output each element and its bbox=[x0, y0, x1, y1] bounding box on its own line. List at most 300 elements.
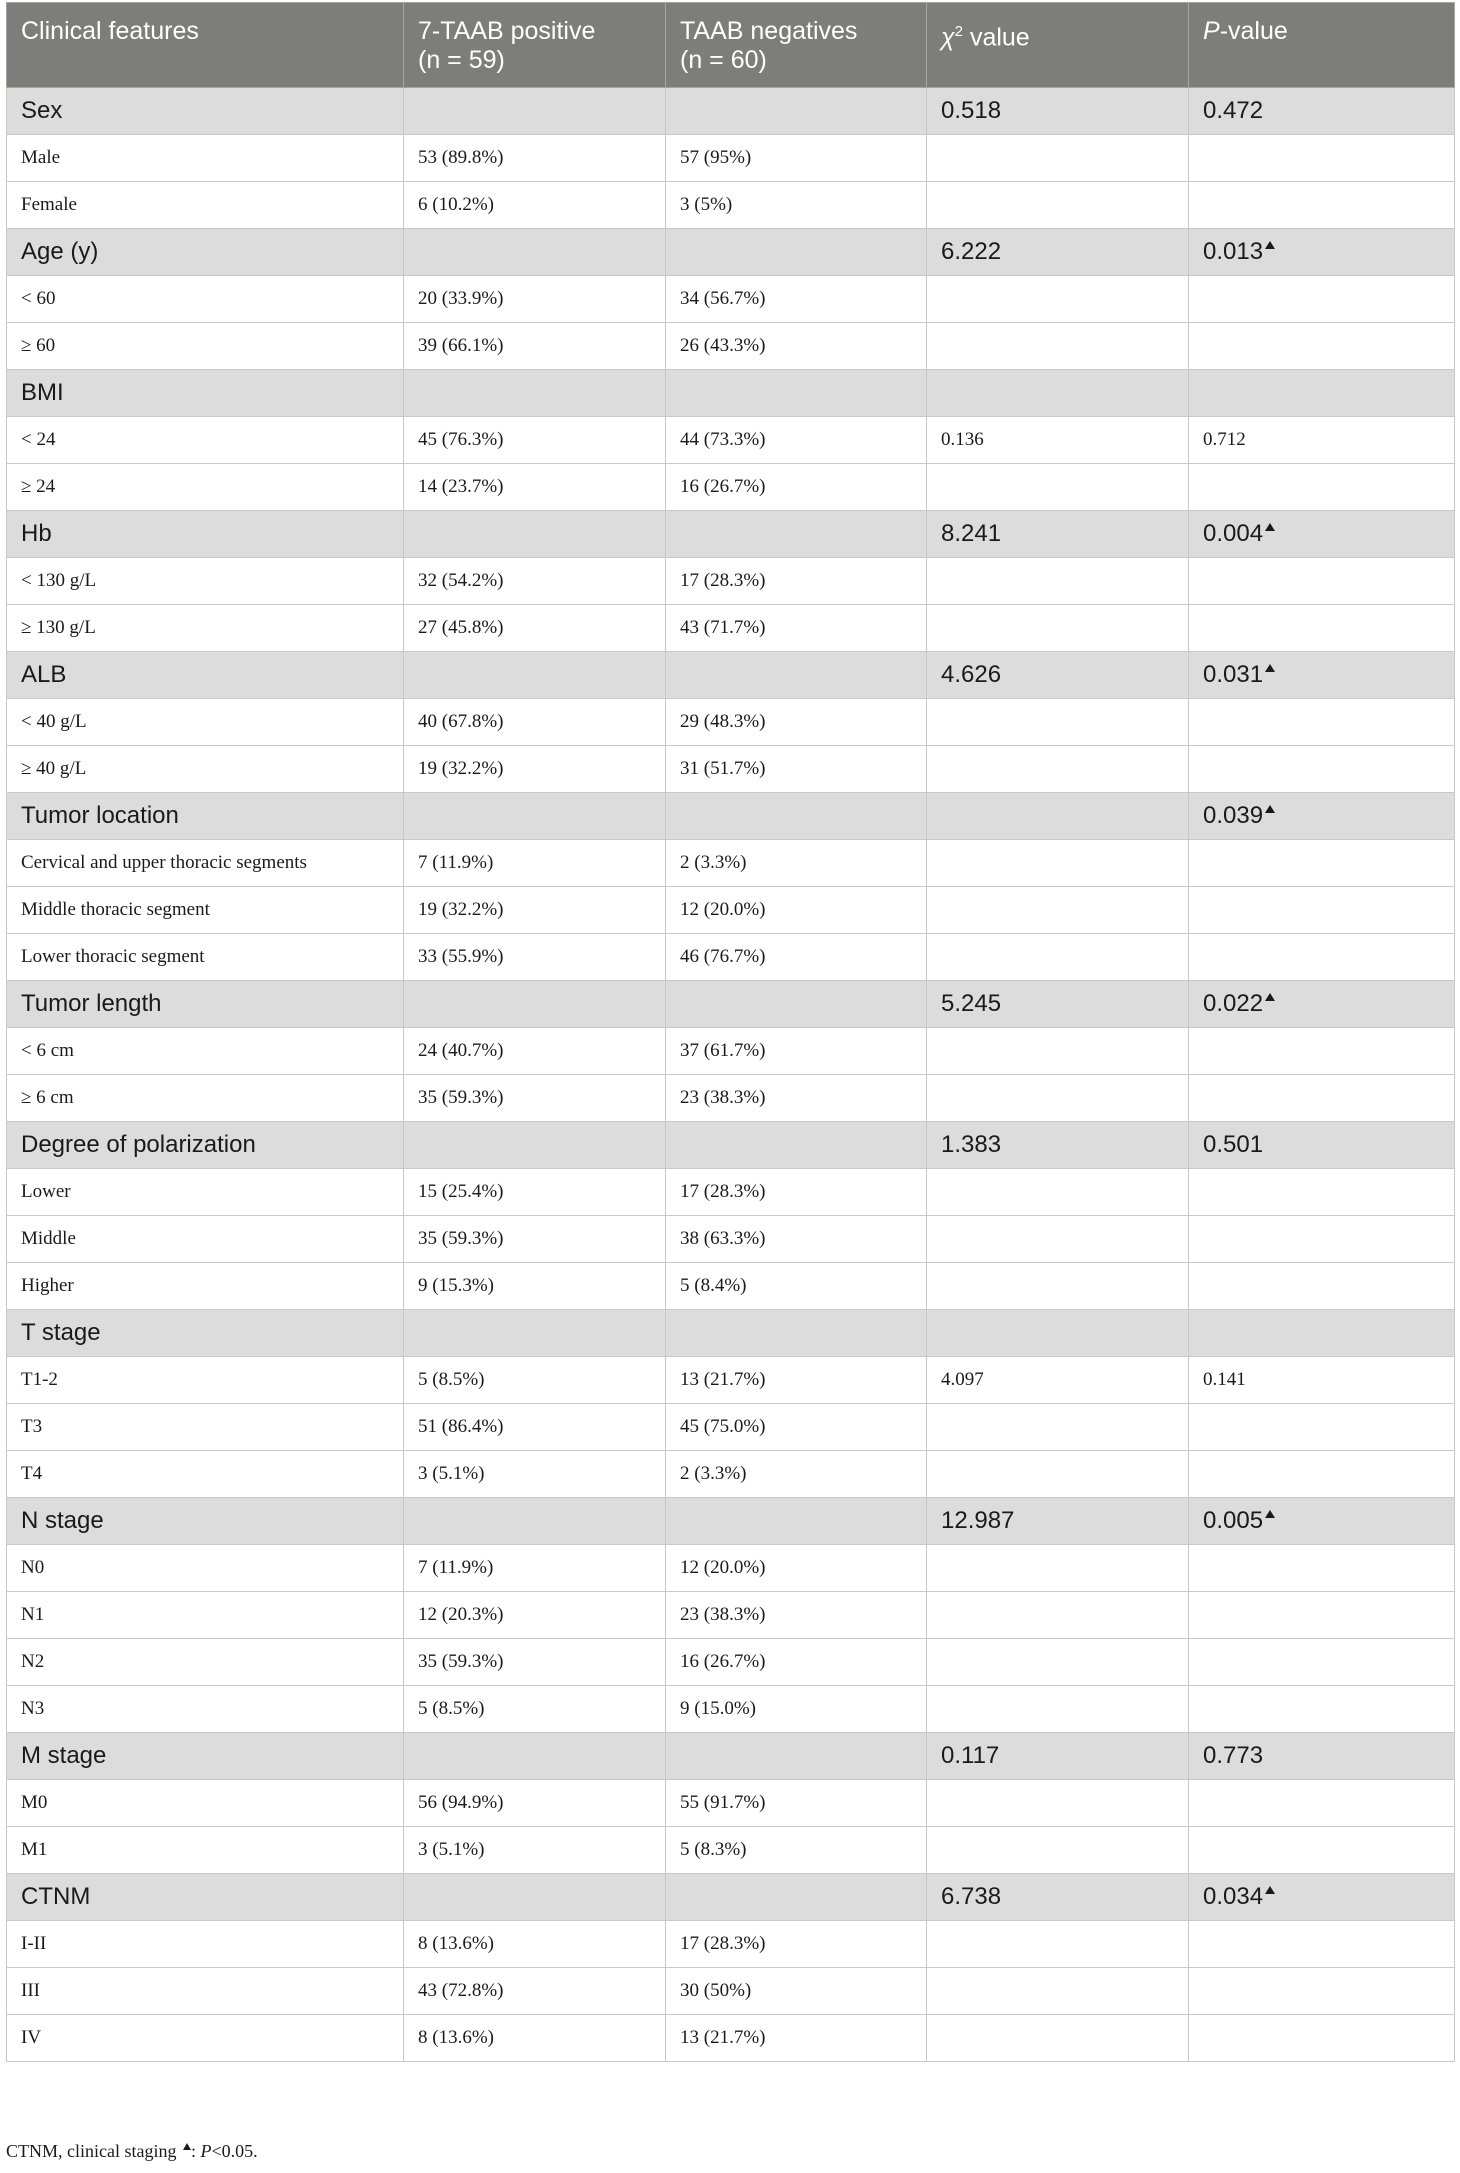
taab-positive-cell bbox=[404, 1639, 666, 1686]
p-value-cell bbox=[1189, 652, 1455, 699]
chi-square-cell bbox=[927, 934, 1189, 981]
header-taab-positive-line2: (n = 59) bbox=[418, 46, 505, 74]
feature-cell bbox=[7, 1498, 404, 1545]
feature-cell-text: M0 bbox=[21, 1792, 48, 1813]
clinical-features-table bbox=[6, 2, 1455, 2062]
chi-square-cell bbox=[927, 1780, 1189, 1827]
footnote-threshold: <0.05. bbox=[211, 2141, 258, 2161]
p-value-cell bbox=[1189, 1028, 1455, 1075]
taab-positive-cell bbox=[404, 1075, 666, 1122]
taab-positive-cell bbox=[404, 605, 666, 652]
p-value-cell bbox=[1189, 1968, 1455, 2015]
taab-positive-cell-text: 3 (5.1%) bbox=[418, 1839, 485, 1860]
header-taab-negatives-line2: (n = 60) bbox=[680, 46, 767, 74]
table-row bbox=[7, 1028, 1455, 1075]
header-clinical-features bbox=[7, 3, 404, 88]
table-row bbox=[7, 135, 1455, 182]
significance-marker-icon bbox=[1265, 993, 1275, 1001]
taab-positive-cell bbox=[404, 887, 666, 934]
taab-negatives-cell-text: 30 (50%) bbox=[680, 1980, 752, 2001]
header-clinical-features-label: Clinical features bbox=[21, 17, 199, 45]
feature-cell-text: Higher bbox=[21, 1275, 74, 1296]
feature-cell-text: ≥ 6 cm bbox=[21, 1087, 74, 1108]
feature-cell-text: I-II bbox=[21, 1933, 47, 1954]
chi-square-cell-text: 12.987 bbox=[941, 1507, 1015, 1534]
feature-cell bbox=[7, 135, 404, 182]
p-value-cell bbox=[1189, 511, 1455, 558]
taab-positive-cell bbox=[404, 1545, 666, 1592]
category-row bbox=[7, 652, 1455, 699]
p-value-cell bbox=[1189, 605, 1455, 652]
p-value-cell bbox=[1189, 1357, 1455, 1404]
header-taab-positive-line1: 7-TAAB positive bbox=[418, 17, 596, 45]
taab-positive-cell bbox=[404, 370, 666, 417]
feature-cell-text: ≥ 24 bbox=[21, 476, 56, 497]
feature-cell-text: < 60 bbox=[21, 288, 56, 309]
feature-cell bbox=[7, 1733, 404, 1780]
p-value-cell bbox=[1189, 746, 1455, 793]
taab-negatives-cell-text: 12 (20.0%) bbox=[680, 1557, 766, 1578]
p-value-cell bbox=[1189, 88, 1455, 135]
p-italic: P bbox=[1203, 17, 1220, 45]
taab-negatives-cell bbox=[666, 323, 927, 370]
feature-cell bbox=[7, 652, 404, 699]
p-value-cell bbox=[1189, 1545, 1455, 1592]
p-value-cell-text: 0.013 bbox=[1203, 238, 1264, 265]
taab-positive-cell bbox=[404, 417, 666, 464]
taab-negatives-cell bbox=[666, 652, 927, 699]
taab-positive-cell bbox=[404, 1686, 666, 1733]
taab-positive-cell-text: 45 (76.3%) bbox=[418, 429, 504, 450]
chi-square-cell-text: 0.136 bbox=[941, 429, 984, 450]
footnote-lead: CTNM, clinical staging bbox=[6, 2141, 181, 2161]
chi-square-cell bbox=[927, 370, 1189, 417]
taab-positive-cell-text: 15 (25.4%) bbox=[418, 1181, 504, 1202]
table-row bbox=[7, 1075, 1455, 1122]
chi-square-cell bbox=[927, 1921, 1189, 1968]
header-p-value bbox=[1189, 3, 1455, 88]
p-value-cell bbox=[1189, 981, 1455, 1028]
feature-cell bbox=[7, 1310, 404, 1357]
taab-negatives-cell bbox=[666, 793, 927, 840]
taab-positive-cell bbox=[404, 793, 666, 840]
chi-square-cell bbox=[927, 1968, 1189, 2015]
feature-cell bbox=[7, 840, 404, 887]
taab-negatives-cell-text: 17 (28.3%) bbox=[680, 570, 766, 591]
p-value-cell-text: 0.004 bbox=[1203, 520, 1264, 547]
p-value-cell bbox=[1189, 1075, 1455, 1122]
feature-cell bbox=[7, 1968, 404, 2015]
p-value-cell bbox=[1189, 887, 1455, 934]
taab-positive-cell bbox=[404, 558, 666, 605]
chi-square-cell bbox=[927, 1169, 1189, 1216]
taab-negatives-cell bbox=[666, 1592, 927, 1639]
table-row bbox=[7, 1921, 1455, 1968]
feature-cell bbox=[7, 746, 404, 793]
significance-marker-icon bbox=[1265, 805, 1275, 813]
feature-cell-text: M1 bbox=[21, 1839, 48, 1860]
table-row bbox=[7, 887, 1455, 934]
taab-positive-cell bbox=[404, 1122, 666, 1169]
taab-negatives-cell bbox=[666, 182, 927, 229]
chi-square-cell bbox=[927, 699, 1189, 746]
feature-cell bbox=[7, 1357, 404, 1404]
chi-square-cell bbox=[927, 2015, 1189, 2062]
p-value-cell bbox=[1189, 323, 1455, 370]
chi-square-cell bbox=[927, 840, 1189, 887]
feature-cell bbox=[7, 934, 404, 981]
taab-negatives-cell bbox=[666, 1874, 927, 1921]
taab-negatives-cell bbox=[666, 1451, 927, 1498]
taab-negatives-cell-text: 46 (76.7%) bbox=[680, 946, 766, 967]
taab-negatives-cell bbox=[666, 135, 927, 182]
chi-square-cell bbox=[927, 135, 1189, 182]
p-value-cell-text: 0.034 bbox=[1203, 1883, 1264, 1910]
p-value-cell bbox=[1189, 182, 1455, 229]
p-value-cell bbox=[1189, 417, 1455, 464]
feature-cell-text: Female bbox=[21, 194, 77, 215]
p-value-cell bbox=[1189, 1498, 1455, 1545]
significance-marker-icon bbox=[1265, 241, 1275, 249]
p-value-cell bbox=[1189, 1592, 1455, 1639]
chi-square-cell bbox=[927, 1122, 1189, 1169]
taab-negatives-cell-text: 29 (48.3%) bbox=[680, 711, 766, 732]
taab-negatives-cell-text: 17 (28.3%) bbox=[680, 1933, 766, 1954]
taab-positive-cell bbox=[404, 1592, 666, 1639]
taab-negatives-cell bbox=[666, 1216, 927, 1263]
p-value-cell bbox=[1189, 1263, 1455, 1310]
chi-square-cell bbox=[927, 1498, 1189, 1545]
feature-cell-text: Cervical and upper thoracic segments bbox=[21, 852, 307, 873]
taab-negatives-cell-text: 43 (71.7%) bbox=[680, 617, 766, 638]
chi-square-cell-text: 1.383 bbox=[941, 1131, 1002, 1158]
feature-cell-text: < 6 cm bbox=[21, 1040, 74, 1061]
table-row bbox=[7, 1451, 1455, 1498]
taab-negatives-cell bbox=[666, 887, 927, 934]
p-value-cell bbox=[1189, 464, 1455, 511]
taab-negatives-cell-text: 55 (91.7%) bbox=[680, 1792, 766, 1813]
chi-square-cell bbox=[927, 1874, 1189, 1921]
taab-negatives-cell-text: 57 (95%) bbox=[680, 147, 752, 168]
chi-square-cell bbox=[927, 276, 1189, 323]
feature-cell bbox=[7, 1216, 404, 1263]
header-row bbox=[7, 3, 1455, 88]
taab-positive-cell bbox=[404, 1968, 666, 2015]
taab-negatives-cell bbox=[666, 2015, 927, 2062]
taab-negatives-cell-text: 44 (73.3%) bbox=[680, 429, 766, 450]
feature-cell-text: Lower bbox=[21, 1181, 71, 1202]
feature-cell-text: T1-2 bbox=[21, 1369, 58, 1390]
feature-cell-text: ≥ 130 g/L bbox=[21, 617, 96, 638]
feature-cell-text: N0 bbox=[21, 1557, 45, 1578]
p-value-cell bbox=[1189, 370, 1455, 417]
p-value-cell bbox=[1189, 1686, 1455, 1733]
p-value-cell-text: 0.005 bbox=[1203, 1507, 1264, 1534]
feature-cell bbox=[7, 793, 404, 840]
chi-square-cell bbox=[927, 1639, 1189, 1686]
table-row bbox=[7, 1592, 1455, 1639]
taab-negatives-cell-text: 3 (5%) bbox=[680, 194, 733, 215]
taab-positive-cell bbox=[404, 88, 666, 135]
table-row bbox=[7, 182, 1455, 229]
chi-square-cell-text: 6.738 bbox=[941, 1883, 1002, 1910]
feature-cell-text: < 40 g/L bbox=[21, 711, 87, 732]
taab-positive-cell bbox=[404, 323, 666, 370]
feature-cell bbox=[7, 1921, 404, 1968]
feature-cell-text: Tumor length bbox=[21, 990, 162, 1017]
feature-cell bbox=[7, 229, 404, 276]
p-value-cell bbox=[1189, 135, 1455, 182]
p-value-cell-text: 0.031 bbox=[1203, 661, 1264, 688]
taab-positive-cell bbox=[404, 1498, 666, 1545]
chi-square-cell-text: 5.245 bbox=[941, 990, 1002, 1017]
taab-negatives-cell-text: 45 (75.0%) bbox=[680, 1416, 766, 1437]
chi-square-cell bbox=[927, 1827, 1189, 1874]
feature-cell bbox=[7, 981, 404, 1028]
p-value-cell bbox=[1189, 1733, 1455, 1780]
taab-negatives-cell bbox=[666, 370, 927, 417]
feature-cell-text: Degree of polarization bbox=[21, 1131, 256, 1158]
taab-negatives-cell bbox=[666, 1733, 927, 1780]
feature-cell-text: < 130 g/L bbox=[21, 570, 97, 591]
table-row bbox=[7, 464, 1455, 511]
feature-cell bbox=[7, 1592, 404, 1639]
feature-cell bbox=[7, 1545, 404, 1592]
taab-negatives-cell bbox=[666, 605, 927, 652]
table-row bbox=[7, 746, 1455, 793]
chi-square-cell bbox=[927, 229, 1189, 276]
p-value-cell-text: 0.773 bbox=[1203, 1742, 1264, 1769]
feature-cell-text: T3 bbox=[21, 1416, 43, 1437]
significance-marker-icon bbox=[1265, 523, 1275, 531]
chi-square-cell bbox=[927, 182, 1189, 229]
category-row bbox=[7, 1122, 1455, 1169]
feature-cell-text: Male bbox=[21, 147, 61, 168]
taab-positive-cell-text: 35 (59.3%) bbox=[418, 1228, 504, 1249]
taab-positive-cell bbox=[404, 746, 666, 793]
table-row bbox=[7, 2015, 1455, 2062]
taab-positive-cell-text: 33 (55.9%) bbox=[418, 946, 504, 967]
taab-positive-cell-text: 8 (13.6%) bbox=[418, 1933, 494, 1954]
table-row bbox=[7, 417, 1455, 464]
chi-square-cell bbox=[927, 558, 1189, 605]
category-row bbox=[7, 1498, 1455, 1545]
chi-square-cell bbox=[927, 417, 1189, 464]
category-row bbox=[7, 511, 1455, 558]
feature-cell-text: CTNM bbox=[21, 1883, 91, 1910]
p-value-cell bbox=[1189, 229, 1455, 276]
table-row bbox=[7, 1216, 1455, 1263]
feature-cell bbox=[7, 323, 404, 370]
taab-negatives-cell bbox=[666, 1545, 927, 1592]
p-value-label: -value bbox=[1219, 17, 1288, 45]
chi-symbol: χ bbox=[941, 23, 955, 52]
feature-cell bbox=[7, 1827, 404, 1874]
taab-negatives-cell bbox=[666, 1310, 927, 1357]
taab-positive-cell bbox=[404, 1310, 666, 1357]
table-row bbox=[7, 1169, 1455, 1216]
taab-negatives-cell-text: 23 (38.3%) bbox=[680, 1604, 766, 1625]
taab-positive-cell bbox=[404, 1216, 666, 1263]
taab-positive-cell bbox=[404, 135, 666, 182]
taab-positive-cell bbox=[404, 1921, 666, 1968]
table-row bbox=[7, 558, 1455, 605]
taab-negatives-cell bbox=[666, 1780, 927, 1827]
category-row bbox=[7, 793, 1455, 840]
feature-cell-text: N1 bbox=[21, 1604, 45, 1625]
taab-positive-cell bbox=[404, 229, 666, 276]
taab-positive-cell-text: 40 (67.8%) bbox=[418, 711, 504, 732]
feature-cell bbox=[7, 1028, 404, 1075]
p-value-cell bbox=[1189, 1780, 1455, 1827]
taab-negatives-cell bbox=[666, 1263, 927, 1310]
taab-negatives-cell bbox=[666, 1169, 927, 1216]
feature-cell bbox=[7, 417, 404, 464]
taab-positive-cell bbox=[404, 1780, 666, 1827]
feature-cell-text: Middle bbox=[21, 1228, 76, 1249]
taab-negatives-cell-text: 5 (8.3%) bbox=[680, 1839, 747, 1860]
table-row bbox=[7, 1263, 1455, 1310]
header-taab-negatives-line1: TAAB negatives bbox=[680, 17, 858, 45]
chi-square-cell bbox=[927, 1733, 1189, 1780]
chi-value-label: value bbox=[963, 23, 1030, 52]
taab-positive-cell-text: 51 (86.4%) bbox=[418, 1416, 504, 1437]
table-row bbox=[7, 699, 1455, 746]
chi-square-cell bbox=[927, 1592, 1189, 1639]
taab-positive-cell-text: 6 (10.2%) bbox=[418, 194, 494, 215]
table-row bbox=[7, 276, 1455, 323]
chi-square-cell-text: 8.241 bbox=[941, 520, 1002, 547]
table-row bbox=[7, 1968, 1455, 2015]
table-row bbox=[7, 934, 1455, 981]
table-row bbox=[7, 323, 1455, 370]
feature-cell-text: III bbox=[21, 1980, 40, 2001]
chi-square-cell bbox=[927, 793, 1189, 840]
chi-square-cell bbox=[927, 1216, 1189, 1263]
chi-square-cell bbox=[927, 1310, 1189, 1357]
taab-positive-cell bbox=[404, 1404, 666, 1451]
table-row bbox=[7, 1404, 1455, 1451]
table-row bbox=[7, 1686, 1455, 1733]
taab-positive-cell-text: 19 (32.2%) bbox=[418, 758, 504, 779]
taab-negatives-cell-text: 17 (28.3%) bbox=[680, 1181, 766, 1202]
taab-positive-cell-text: 14 (23.7%) bbox=[418, 476, 504, 497]
significance-marker-icon bbox=[183, 2143, 191, 2150]
header-taab-positive bbox=[404, 3, 666, 88]
p-value-cell bbox=[1189, 1451, 1455, 1498]
significance-marker-icon bbox=[1265, 1510, 1275, 1518]
taab-positive-cell bbox=[404, 1357, 666, 1404]
p-value-cell bbox=[1189, 1404, 1455, 1451]
taab-positive-cell-text: 7 (11.9%) bbox=[418, 852, 494, 873]
taab-negatives-cell bbox=[666, 1968, 927, 2015]
table-row bbox=[7, 1639, 1455, 1686]
table-row bbox=[7, 1780, 1455, 1827]
p-value-cell bbox=[1189, 276, 1455, 323]
taab-negatives-cell bbox=[666, 1122, 927, 1169]
taab-positive-cell bbox=[404, 1451, 666, 1498]
taab-negatives-cell bbox=[666, 417, 927, 464]
taab-positive-cell-text: 35 (59.3%) bbox=[418, 1087, 504, 1108]
feature-cell bbox=[7, 1686, 404, 1733]
taab-negatives-cell-text: 9 (15.0%) bbox=[680, 1698, 756, 1719]
taab-positive-cell bbox=[404, 652, 666, 699]
taab-negatives-cell bbox=[666, 840, 927, 887]
p-value-cell-text: 0.501 bbox=[1203, 1131, 1264, 1158]
feature-cell-text: Age (y) bbox=[21, 238, 99, 265]
taab-negatives-cell bbox=[666, 88, 927, 135]
taab-positive-cell bbox=[404, 182, 666, 229]
p-value-cell bbox=[1189, 1310, 1455, 1357]
p-value-cell-text: 0.141 bbox=[1203, 1369, 1246, 1390]
p-value-cell bbox=[1189, 1169, 1455, 1216]
taab-positive-cell bbox=[404, 511, 666, 558]
p-value-cell bbox=[1189, 2015, 1455, 2062]
taab-negatives-cell bbox=[666, 1075, 927, 1122]
table-row bbox=[7, 840, 1455, 887]
chi-square-cell bbox=[927, 1263, 1189, 1310]
taab-positive-cell bbox=[404, 699, 666, 746]
taab-negatives-cell bbox=[666, 934, 927, 981]
taab-positive-cell-text: 27 (45.8%) bbox=[418, 617, 504, 638]
taab-negatives-cell bbox=[666, 229, 927, 276]
table-row bbox=[7, 1827, 1455, 1874]
feature-cell bbox=[7, 1874, 404, 1921]
taab-positive-cell-text: 7 (11.9%) bbox=[418, 1557, 494, 1578]
p-value-cell bbox=[1189, 1639, 1455, 1686]
feature-cell-text: M stage bbox=[21, 1742, 107, 1769]
feature-cell-text: BMI bbox=[21, 379, 64, 406]
chi-square-cell bbox=[927, 1357, 1189, 1404]
taab-positive-cell-text: 5 (8.5%) bbox=[418, 1698, 485, 1719]
taab-positive-cell bbox=[404, 1827, 666, 1874]
taab-negatives-cell bbox=[666, 1404, 927, 1451]
taab-positive-cell bbox=[404, 1263, 666, 1310]
category-row bbox=[7, 370, 1455, 417]
taab-positive-cell-text: 43 (72.8%) bbox=[418, 1980, 504, 2001]
feature-cell-text: IV bbox=[21, 2027, 42, 2048]
feature-cell bbox=[7, 1075, 404, 1122]
feature-cell-text: N3 bbox=[21, 1698, 45, 1719]
chi-square-cell bbox=[927, 323, 1189, 370]
feature-cell-text: Sex bbox=[21, 97, 63, 124]
category-row bbox=[7, 229, 1455, 276]
chi-square-cell-text: 0.117 bbox=[941, 1742, 1000, 1769]
taab-positive-cell bbox=[404, 464, 666, 511]
taab-negatives-cell bbox=[666, 746, 927, 793]
taab-positive-cell-text: 3 (5.1%) bbox=[418, 1463, 485, 1484]
taab-positive-cell bbox=[404, 934, 666, 981]
chi-square-cell bbox=[927, 1451, 1189, 1498]
taab-negatives-cell bbox=[666, 1357, 927, 1404]
p-value-cell bbox=[1189, 1827, 1455, 1874]
feature-cell bbox=[7, 88, 404, 135]
feature-cell-text: ALB bbox=[21, 661, 67, 688]
taab-negatives-cell bbox=[666, 699, 927, 746]
feature-cell bbox=[7, 605, 404, 652]
category-row bbox=[7, 1874, 1455, 1921]
p-value-cell bbox=[1189, 699, 1455, 746]
taab-positive-cell-text: 20 (33.9%) bbox=[418, 288, 504, 309]
taab-negatives-cell-text: 23 (38.3%) bbox=[680, 1087, 766, 1108]
p-value-cell bbox=[1189, 934, 1455, 981]
significance-marker-icon bbox=[1265, 664, 1275, 672]
footnote-colon: : bbox=[190, 2141, 201, 2161]
taab-negatives-cell-text: 12 (20.0%) bbox=[680, 899, 766, 920]
feature-cell bbox=[7, 370, 404, 417]
taab-negatives-cell bbox=[666, 1498, 927, 1545]
chi-square-cell bbox=[927, 88, 1189, 135]
